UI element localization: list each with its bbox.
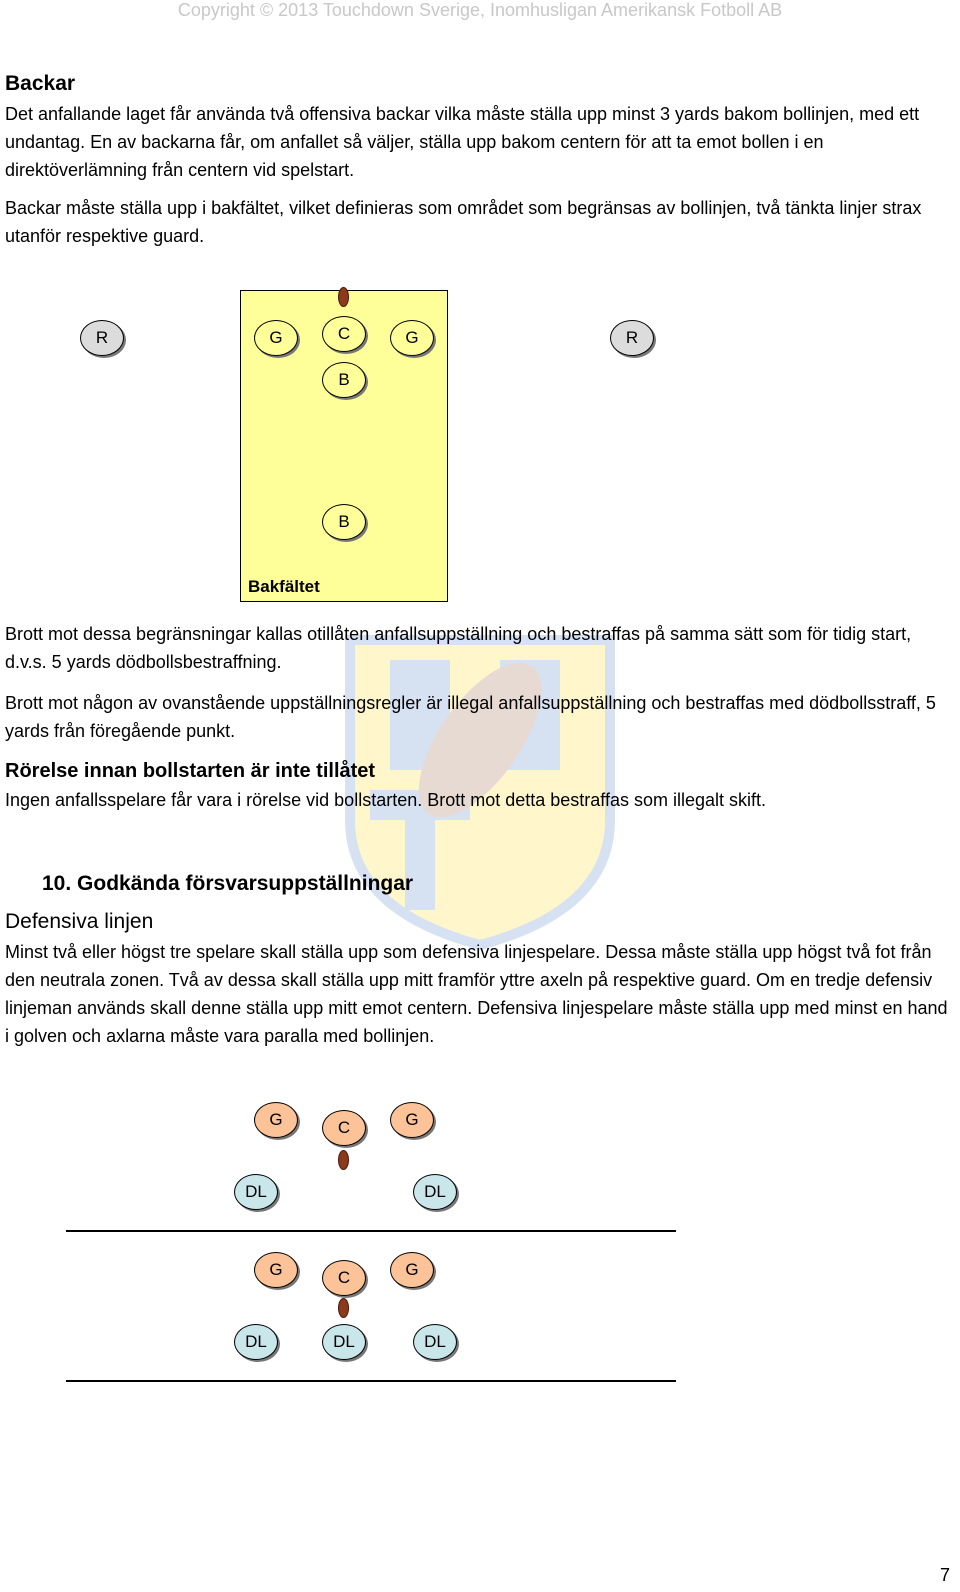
paragraph-backar-1: Det anfallande laget får använda två offensiva backar vilka måste ställa upp minst 3 yards bakom bollinjen, med ett undantag. En av backarna får, om anfallet så väljer, ställa upp bakom centern för att ta emot bollen i en direktöverlämning från centern vid spelstart. [5, 104, 920, 180]
d2-line-of-scrimmage [66, 1230, 676, 1232]
player-b-bottom: B [322, 504, 366, 540]
backfield-label: Bakfältet [248, 577, 320, 596]
d3-player-g-left: G [254, 1252, 298, 1288]
d3-player-dl-center: DL [322, 1324, 366, 1360]
heading-defensive-line: Defensiva linjen [5, 910, 154, 933]
d2-player-c: C [322, 1110, 366, 1146]
player-g-right: G [390, 320, 434, 356]
d2-player-g-right: G [390, 1102, 434, 1138]
d2-football-icon [338, 1150, 349, 1170]
player-c: C [322, 316, 366, 352]
player-g-left: G [254, 320, 298, 356]
d3-player-dl-right: DL [413, 1324, 457, 1360]
d3-player-dl-left: DL [234, 1324, 278, 1360]
d3-football-icon [338, 1298, 349, 1318]
paragraph-rules-1: Brott mot dessa begränsningar kallas otillåten anfallsuppställning och bestraffas på samma sätt som för tidig start, d.v.s. 5 yards dödbollsbestraffning. [5, 624, 912, 672]
d3-line-of-scrimmage [66, 1380, 676, 1382]
page-number: 7 [939, 1565, 950, 1585]
paragraph-defense: Minst två eller högst tre spelare skall ställa upp som defensiva linjespelare. Dessa måste ställa upp högst två fot från den neutrala zonen. Två av dessa skall ställa upp mitt framför yttre axeln på respektive guard. Om en tredje defensiv linjeman används skall denne ställa upp mitt emot centern. Defensiva linjespelare måste ställa upp med minst en hand i golven och axlarna måste vara paralla med bollinjen. [5, 942, 948, 1046]
paragraph-motion: Ingen anfallsspelare får vara i rörelse vid bollstarten. Brott mot detta bestraffas som illegalt skift. [5, 790, 767, 810]
d2-player-g-left: G [254, 1102, 298, 1138]
player-r-right: R [610, 320, 654, 356]
chapter-heading: 10. Godkända försvarsuppställningar [42, 872, 414, 895]
paragraph-rules-2: Brott mot någon av ovanstående uppställningsregler är illegal anfallsuppställning och bestraffas med dödbollsstraff, 5 yards från föregående punkt. [5, 693, 936, 741]
player-b-top: B [322, 362, 366, 398]
d2-player-dl-left: DL [234, 1174, 278, 1210]
heading-backar: Backar [5, 72, 76, 95]
d3-player-c: C [322, 1260, 366, 1296]
player-r-left: R [80, 320, 124, 356]
d3-player-g-right: G [390, 1252, 434, 1288]
copyright-header: Copyright © 2013 Touchdown Sverige, Inomhusligan Amerikansk Fotboll AB [177, 0, 783, 20]
paragraph-backar-2: Backar måste ställa upp i bakfältet, vilket definieras som området som begränsas av bollinjen, två tänkta linjer strax utanför respektive guard. [5, 198, 922, 246]
d2-player-dl-right: DL [413, 1174, 457, 1210]
heading-motion: Rörelse innan bollstarten är inte tillåtet [5, 760, 376, 782]
football-icon [338, 287, 349, 307]
